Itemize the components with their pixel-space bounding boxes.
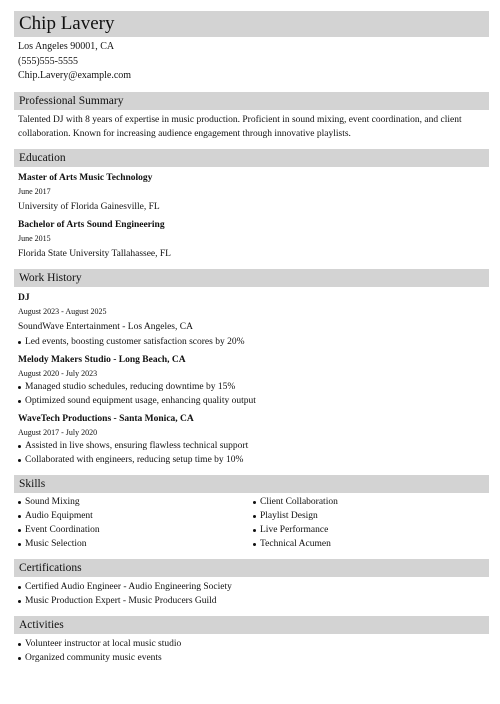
job-bullet: Led events, boosting customer satisfaction scores by 20% bbox=[18, 335, 489, 349]
education-school: University of Florida Gainesville, FL bbox=[18, 201, 160, 212]
contact-info bbox=[14, 40, 489, 84]
certifications-heading: Certifications bbox=[14, 559, 489, 577]
summary-text: Talented DJ with 8 years of expertise in music production. Proficient in sound mixing, event coordination, and client collaboration. Known for increasing audience engagement through innovative playlists. bbox=[18, 114, 462, 139]
activity-item: Volunteer instructor at local music studio bbox=[18, 637, 489, 651]
job-bullets bbox=[18, 335, 489, 349]
job-company: SoundWave Entertainment - Los Angeles, CA bbox=[18, 321, 193, 332]
education-section bbox=[14, 172, 489, 261]
skill-item: Client Collaboration bbox=[253, 495, 488, 509]
job-title: WaveTech Productions - Santa Monica, CA bbox=[18, 413, 194, 424]
skill-item: Event Coordination bbox=[18, 523, 253, 537]
work-history-section bbox=[14, 292, 489, 467]
activities-list bbox=[18, 637, 489, 665]
certifications-section bbox=[14, 580, 489, 608]
contact-email[interactable]: Chip.Lavery@example.com bbox=[18, 70, 132, 81]
candidate-name: Chip Lavery bbox=[19, 13, 115, 34]
skill-item: Audio Equipment bbox=[18, 509, 253, 523]
education-date: June 2015 bbox=[18, 233, 51, 243]
education-school: Florida State University Tallahassee, FL bbox=[18, 248, 171, 259]
activity-item: Organized community music events bbox=[18, 651, 489, 665]
job-bullet: Collaborated with engineers, reducing setup time by 10% bbox=[18, 453, 489, 467]
job-bullet: Managed studio schedules, reducing downtime by 15% bbox=[18, 380, 489, 394]
job-bullets bbox=[18, 380, 489, 408]
education-date: June 2017 bbox=[18, 186, 51, 196]
skills-column-right bbox=[253, 495, 488, 551]
certification-item: Certified Audio Engineer - Audio Engineering Society bbox=[18, 580, 489, 594]
job-bullet: Optimized sound equipment usage, enhancing quality output bbox=[18, 394, 489, 408]
certifications-list bbox=[18, 580, 489, 608]
education-heading: Education bbox=[14, 149, 489, 167]
name-header bbox=[14, 11, 489, 37]
job-title: DJ bbox=[18, 292, 30, 303]
resume-page bbox=[14, 11, 489, 665]
education-degree: Bachelor of Arts Sound Engineering bbox=[18, 219, 165, 230]
education-degree: Master of Arts Music Technology bbox=[18, 172, 153, 183]
skill-item: Playlist Design bbox=[253, 509, 488, 523]
job-bullets bbox=[18, 439, 489, 467]
activities-section bbox=[14, 637, 489, 665]
job-date: August 2023 - August 2025 bbox=[18, 306, 107, 316]
skills-column-left bbox=[18, 495, 253, 551]
skill-item: Music Selection bbox=[18, 537, 253, 551]
skill-item: Technical Acumen bbox=[253, 537, 488, 551]
skills-section bbox=[14, 495, 489, 551]
contact-phone: (555)555-5555 bbox=[18, 55, 78, 67]
job-date: August 2017 - July 2020 bbox=[18, 427, 98, 437]
activities-heading: Activities bbox=[14, 616, 489, 634]
skill-item: Live Performance bbox=[253, 523, 488, 537]
summary-heading: Professional Summary bbox=[14, 92, 489, 110]
job-bullet: Assisted in live shows, ensuring flawless technical support bbox=[18, 439, 489, 453]
skills-heading: Skills bbox=[14, 475, 489, 493]
job-title: Melody Makers Studio - Long Beach, CA bbox=[18, 354, 186, 365]
work-history-heading: Work History bbox=[14, 269, 489, 287]
job-date: August 2020 - July 2023 bbox=[18, 368, 98, 378]
summary-section bbox=[14, 113, 489, 141]
certification-item: Music Production Expert - Music Producers Guild bbox=[18, 594, 489, 608]
skill-item: Sound Mixing bbox=[18, 495, 253, 509]
contact-address: Los Angeles 90001, CA bbox=[18, 41, 115, 52]
